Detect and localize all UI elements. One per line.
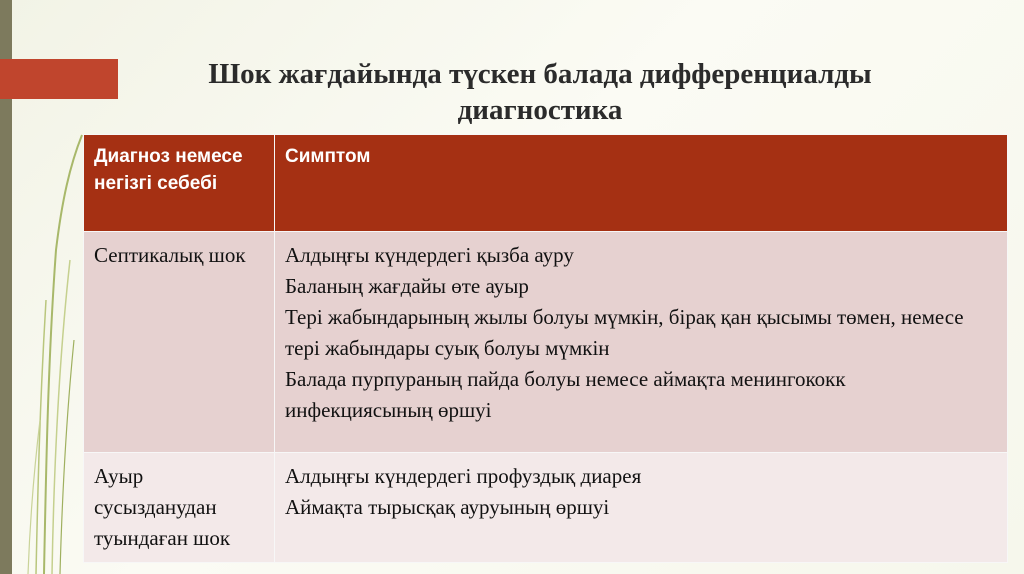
title-accent-bar <box>0 59 118 99</box>
symptoms-cell <box>275 453 1008 563</box>
symptom-line: Баланың жағдайы өте ауыр <box>285 274 529 298</box>
title-line-2: диагностика <box>457 94 623 126</box>
symptom-line: Балада пурпураның пайда болуы немесе аймақта менингококк инфекциясының өршуі <box>285 367 846 422</box>
symptom-line: Тері жабындарының жылы болуы мүмкін, бірақ қан қысымы төмен, немесе тері жабындары суық болуы мүмкін <box>285 305 964 360</box>
symptom-line: Алдыңғы күндердегі профуздық диарея <box>285 464 642 488</box>
diagnosis-table <box>83 134 1008 563</box>
table-header-row <box>84 135 1008 232</box>
diagnosis-cell: Ауыр сусызданудан туындаған шок <box>84 453 275 563</box>
header-diagnosis: Диагноз немесе негізгі себебі <box>84 135 275 232</box>
table-row <box>84 453 1008 563</box>
header-symptom: Симптом <box>275 135 1008 232</box>
symptom-line: Аймақта тырысқақ ауруының өршуі <box>285 495 610 519</box>
slide-title <box>120 56 960 128</box>
symptoms-cell <box>275 232 1008 453</box>
table-row <box>84 232 1008 453</box>
symptom-line: Алдыңғы күндердегі қызба ауру <box>285 243 574 267</box>
title-line-1: Шок жағдайында түскен балада дифференциалды <box>208 58 872 90</box>
diagnosis-cell: Септикалық шок <box>84 232 275 453</box>
